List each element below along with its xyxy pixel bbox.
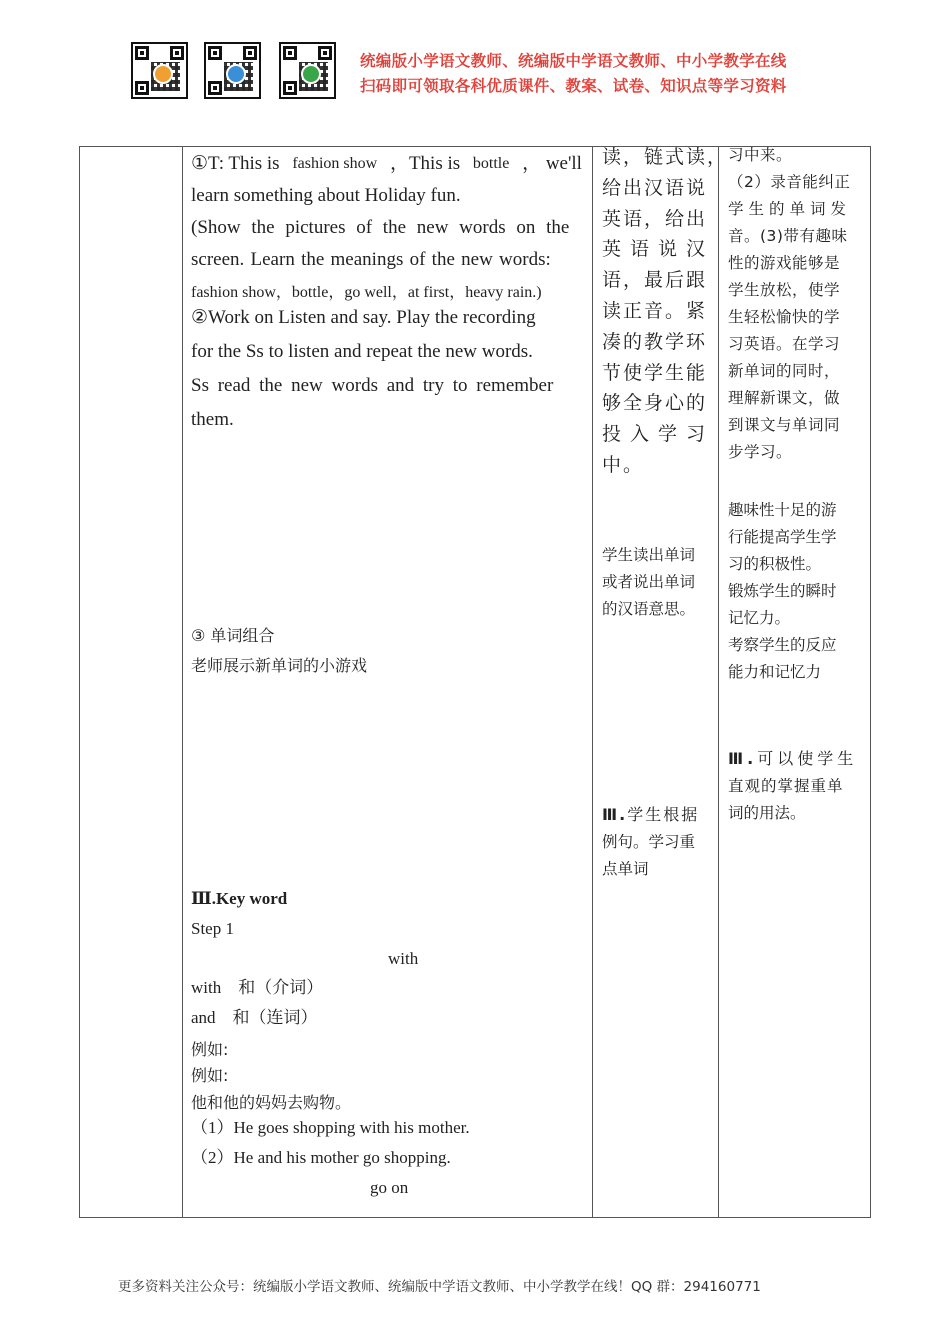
p3-line-4: them. [191, 409, 234, 430]
qr-code-3 [279, 42, 336, 99]
header-line-2: 扫码即可领取各科优质课件、教案、试卷、知识点等学习资料 [360, 77, 787, 95]
text-line: 性的游戏能够是 [728, 254, 841, 272]
game-desc: 老师展示新单词的小游戏 [191, 656, 368, 675]
text-line: 节使学生能 [602, 361, 708, 384]
text-line: 能力和记忆力 [728, 663, 822, 681]
text-line: 生轻松愉快的学 [728, 308, 841, 326]
text-line: 习英语。在学习 [728, 335, 841, 353]
game-title: ③ 单词组合 [191, 626, 275, 645]
step-label: Step 1 [191, 919, 234, 938]
footer-text: 更多资料关注公众号：统编版小学语文教师、统编版中学语文教师、中小学教学在线！QQ 群：294160771 [118, 1279, 761, 1295]
text-line: 行能提高学生学 [728, 528, 837, 546]
student-activity-line: 例句。学习重 [602, 833, 696, 851]
p1-line-2: learn something about Holiday fun. [191, 185, 461, 206]
design-intent-line: 词的用法。 [728, 804, 806, 822]
text-line: 读正音。紧 [602, 300, 708, 322]
text-line: 习的积极性。 [728, 555, 822, 573]
text-line: 记忆力。 [728, 609, 791, 627]
text-line: 音。(3)带有趣味 [728, 227, 848, 245]
p2-line-2: screen. Learn the meanings of the new words: [191, 249, 551, 270]
and-definition: and 和（连词） [191, 1008, 318, 1027]
text-line: 习中来。 [728, 146, 793, 164]
p1-line-1: ①T: This is fashion show ，This is bottle ， we'll [191, 153, 582, 174]
column-divider [182, 147, 183, 1217]
text-line: 趣味性十足的游 [728, 501, 837, 519]
design-intent-text-3: Ⅲ.可以使学生 [728, 749, 858, 768]
column-divider [718, 147, 719, 1217]
text-line: 新单词的同时， [728, 362, 841, 380]
key-word-title: Ⅲ.Key word [191, 889, 288, 908]
text-line: 步学习。 [728, 443, 793, 461]
text-line: 英语，给出 [602, 207, 708, 230]
column-divider [592, 147, 593, 1217]
text-line: 的汉语意思。 [602, 600, 696, 618]
text-line: 学生的单词发 [728, 200, 852, 218]
text-line: 学生放松，使学 [728, 281, 841, 299]
text-line: 学生读出单词 [602, 546, 696, 564]
text-line: 读，链式读， [602, 146, 729, 168]
text-line: 考察学生的反应 [728, 636, 837, 654]
example-sentence-2: （2）He and his mother go shopping. [191, 1148, 451, 1167]
text-line: 英语说汉 [602, 238, 715, 261]
text-line: 到课文与单词同 [728, 416, 841, 434]
design-intent-line: 直观的掌握重单 [728, 777, 844, 795]
with-definition: with 和（介词） [191, 978, 324, 997]
text-line: （2）录音能纠正 [728, 173, 851, 191]
student-activity-text-3: Ⅲ.学生根据 [602, 805, 700, 824]
example-sentence-1: （1）He goes shopping with his mother. [191, 1118, 470, 1137]
text-line: 锻炼学生的瞬时 [728, 582, 837, 600]
text-line: 或者说出单词 [602, 573, 696, 591]
p3-line-2: for the Ss to listen and repeat the new words. [191, 341, 533, 362]
text-line: 够全身心的 [602, 392, 708, 415]
qr-code-2 [204, 42, 261, 99]
qr-code-1 [131, 42, 188, 99]
text-line: 凑的教学环 [602, 330, 708, 353]
p2-line-3: fashion show，bottle，go well，at first，heavy rain.) [191, 284, 542, 301]
text-line: 投入学习 [602, 423, 715, 446]
p3-line-3: Ss read the new words and try to remember [191, 375, 554, 396]
text-line: 语，最后跟 [602, 269, 708, 292]
example-chinese: 他和他的妈妈去购物。 [191, 1093, 352, 1112]
with-heading: with [388, 949, 419, 968]
example-label: 例如: [191, 1066, 229, 1085]
student-activity-line: 点单词 [602, 860, 649, 878]
header-line-1: 统编版小学语文教师、统编版中学语文教师、中小学教学在线 [360, 52, 787, 70]
go-on-heading: go on [370, 1178, 409, 1197]
example-label: 例如: [191, 1040, 229, 1059]
p3-line-1: ②Work on Listen and say. Play the recording [191, 307, 536, 328]
text-line: 理解新课文，做 [728, 389, 841, 407]
text-line: 中。 [602, 454, 645, 476]
p2-line-1: (Show the pictures of the new words on the [191, 217, 570, 238]
text-line: 给出汉语说 [602, 176, 708, 199]
